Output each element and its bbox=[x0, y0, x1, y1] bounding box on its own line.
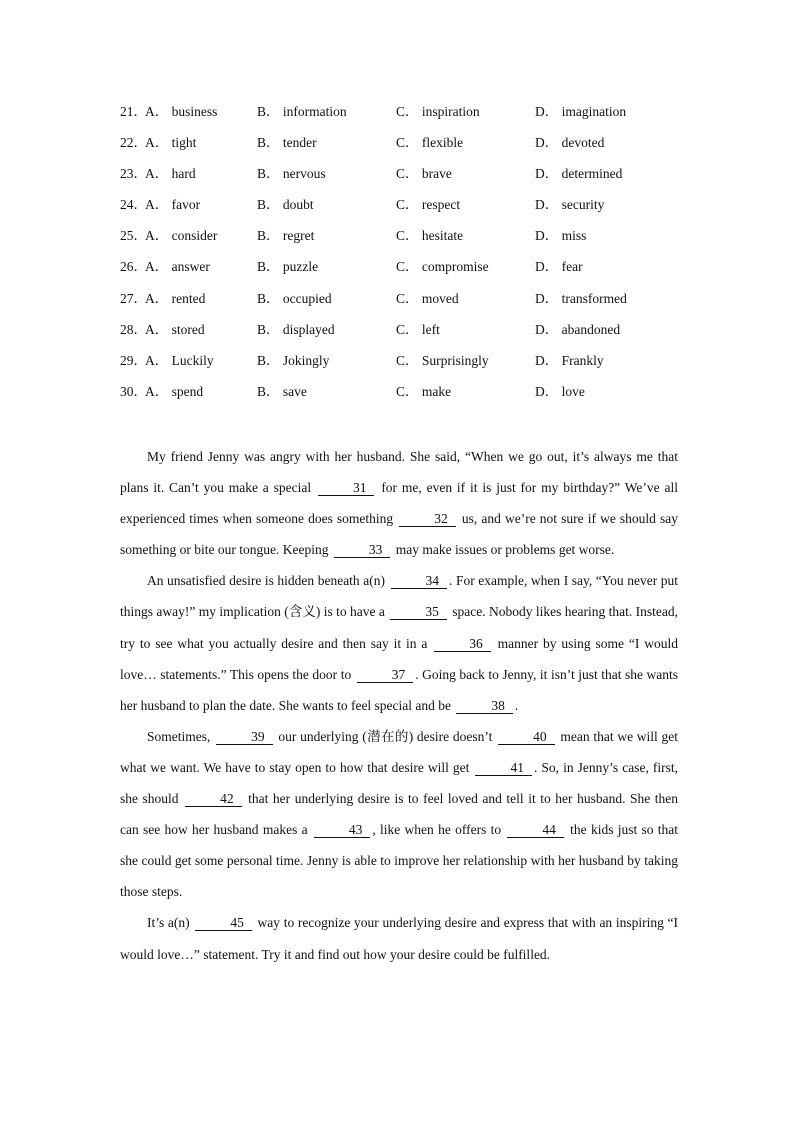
passage-text: us, and we’re not sure if we should say something or bite our tongue. Keeping bbox=[120, 511, 679, 558]
blank-36[interactable]: 36 bbox=[434, 637, 491, 652]
option-c: C． left bbox=[396, 321, 440, 337]
option-c: C． moved bbox=[396, 290, 459, 306]
blank-40[interactable]: 40 bbox=[498, 730, 555, 745]
option-d: D． devoted bbox=[535, 135, 605, 151]
question-number: 24． bbox=[120, 197, 147, 213]
question-number: 29． bbox=[120, 352, 147, 368]
passage-text: for me, even if it is just for my birthday?” We’ve all experienced times when someone does something bbox=[120, 480, 678, 527]
option-a: A． tight bbox=[145, 135, 197, 151]
option-a: A． favor bbox=[145, 197, 201, 213]
option-d: D． Frankly bbox=[535, 352, 604, 368]
option-a: A． business bbox=[145, 104, 218, 119]
option-d: D． miss bbox=[535, 228, 587, 244]
question-number: 26． bbox=[120, 259, 147, 275]
option-c: C． brave bbox=[396, 166, 452, 182]
option-d: D． determined bbox=[535, 166, 623, 182]
passage-text: . For example, when I say, “You never put things away!” my implication (含义) is to have a bbox=[120, 573, 678, 620]
question-number: 25． bbox=[120, 228, 147, 244]
option-c: C． inspiration bbox=[396, 104, 480, 119]
question-number: 23． bbox=[120, 166, 147, 182]
passage-text: . Going back to Jenny, it isn’t just that she wants her husband to plan the date. She wants to feel special and be bbox=[120, 666, 679, 713]
blank-44[interactable]: 44 bbox=[507, 823, 564, 838]
blank-42[interactable]: 42 bbox=[185, 792, 242, 807]
passage-text: that her underlying desire is to feel loved and tell it to her husband. She then can see how her husband makes a bbox=[120, 791, 679, 838]
passage-text: , like when he offers to bbox=[372, 822, 502, 838]
blank-39[interactable]: 39 bbox=[216, 730, 273, 745]
passage-text: may make issues or problems get worse. bbox=[395, 542, 615, 558]
paragraph-1 bbox=[120, 441, 678, 565]
option-b: B． puzzle bbox=[257, 259, 319, 275]
option-b: B． occupied bbox=[257, 290, 332, 306]
options-list bbox=[120, 101, 720, 412]
option-row bbox=[120, 101, 720, 132]
paragraph-3 bbox=[120, 721, 678, 908]
option-c: C． hesitate bbox=[396, 228, 464, 244]
question-number: 28． bbox=[120, 321, 147, 337]
option-a: A． spend bbox=[145, 383, 204, 399]
blank-31[interactable]: 31 bbox=[318, 481, 375, 496]
option-row bbox=[120, 288, 720, 319]
passage-text: our underlying (潜在的) desire doesn’t bbox=[278, 728, 493, 744]
option-b: B． Jokingly bbox=[257, 352, 330, 368]
passage-text: the kids just so that she could get some personal time. Jenny is able to improve her relationship with her husband by taking those steps. bbox=[120, 822, 679, 900]
option-c: C． flexible bbox=[396, 135, 464, 151]
question-number: 21． bbox=[120, 104, 147, 119]
option-d: D． abandoned bbox=[535, 321, 621, 337]
option-d: D． security bbox=[535, 197, 605, 213]
passage-text: space. Nobody likes hearing that. Instead, try to see what you actually desire and then say it in a bbox=[120, 604, 679, 651]
option-c: C． compromise bbox=[396, 259, 489, 275]
passage-text: mean that we will get what we want. We have to stay open to how that desire will get bbox=[120, 728, 679, 775]
option-row bbox=[120, 132, 720, 163]
option-b: B． displayed bbox=[257, 321, 335, 337]
blank-33[interactable]: 33 bbox=[334, 543, 391, 558]
option-a: A． Luckily bbox=[145, 352, 214, 368]
question-number: 30． bbox=[120, 383, 147, 399]
blank-34[interactable]: 34 bbox=[391, 574, 448, 589]
blank-32[interactable]: 32 bbox=[399, 512, 456, 527]
option-a: A． answer bbox=[145, 259, 210, 275]
option-b: B． tender bbox=[257, 135, 317, 151]
option-d: D． fear bbox=[535, 259, 583, 275]
option-row bbox=[120, 225, 720, 256]
option-b: B． save bbox=[257, 383, 307, 399]
option-d: D． transformed bbox=[535, 290, 627, 306]
passage-text: It’s a(n) bbox=[147, 915, 190, 931]
cloze-passage bbox=[120, 441, 678, 970]
question-number: 22． bbox=[120, 135, 147, 151]
option-b: B． nervous bbox=[257, 166, 326, 182]
option-row bbox=[120, 163, 720, 194]
blank-35[interactable]: 35 bbox=[390, 605, 447, 620]
option-a: A． rented bbox=[145, 290, 206, 306]
option-row bbox=[120, 350, 720, 381]
paragraph-2 bbox=[120, 565, 678, 720]
option-d: D． love bbox=[535, 383, 585, 399]
option-c: C． Surprisingly bbox=[396, 352, 489, 368]
blank-37[interactable]: 37 bbox=[357, 668, 414, 683]
option-row bbox=[120, 319, 720, 350]
option-b: B． regret bbox=[257, 228, 315, 244]
passage-text: manner by using some “I would love… statements.” This opens the door to bbox=[120, 635, 678, 682]
option-a: A． stored bbox=[145, 321, 205, 337]
passage-text: My friend Jenny was angry with her husband. She said, “When we go out, it’s always me that plans it. Can’t you make a special bbox=[120, 449, 678, 496]
option-a: A． hard bbox=[145, 166, 196, 182]
option-b: B． information bbox=[257, 104, 347, 119]
blank-41[interactable]: 41 bbox=[475, 761, 532, 776]
passage-text: An unsatisfied desire is hidden beneath a(n) bbox=[147, 573, 385, 589]
option-a: A． consider bbox=[145, 228, 218, 244]
option-b: B． doubt bbox=[257, 197, 314, 213]
option-row bbox=[120, 256, 720, 287]
option-c: C． respect bbox=[396, 197, 461, 213]
passage-text: . So, in Jenny’s case, first, she should bbox=[120, 759, 678, 807]
blank-38[interactable]: 38 bbox=[456, 699, 513, 714]
option-d: D． imagination bbox=[535, 104, 627, 119]
blank-43[interactable]: 43 bbox=[314, 823, 371, 838]
blank-45[interactable]: 45 bbox=[195, 916, 252, 931]
question-number: 27． bbox=[120, 290, 147, 306]
passage-text: Sometimes, bbox=[147, 728, 211, 744]
paragraph-4 bbox=[120, 907, 678, 969]
passage-text: way to recognize your underlying desire and express that with an inspiring “I would love…” statement. Try it and find out how your desire could be fulfilled. bbox=[120, 915, 679, 962]
option-c: C． make bbox=[396, 383, 452, 399]
option-row bbox=[120, 381, 720, 412]
option-row bbox=[120, 194, 720, 225]
passage-text: . bbox=[514, 697, 519, 713]
